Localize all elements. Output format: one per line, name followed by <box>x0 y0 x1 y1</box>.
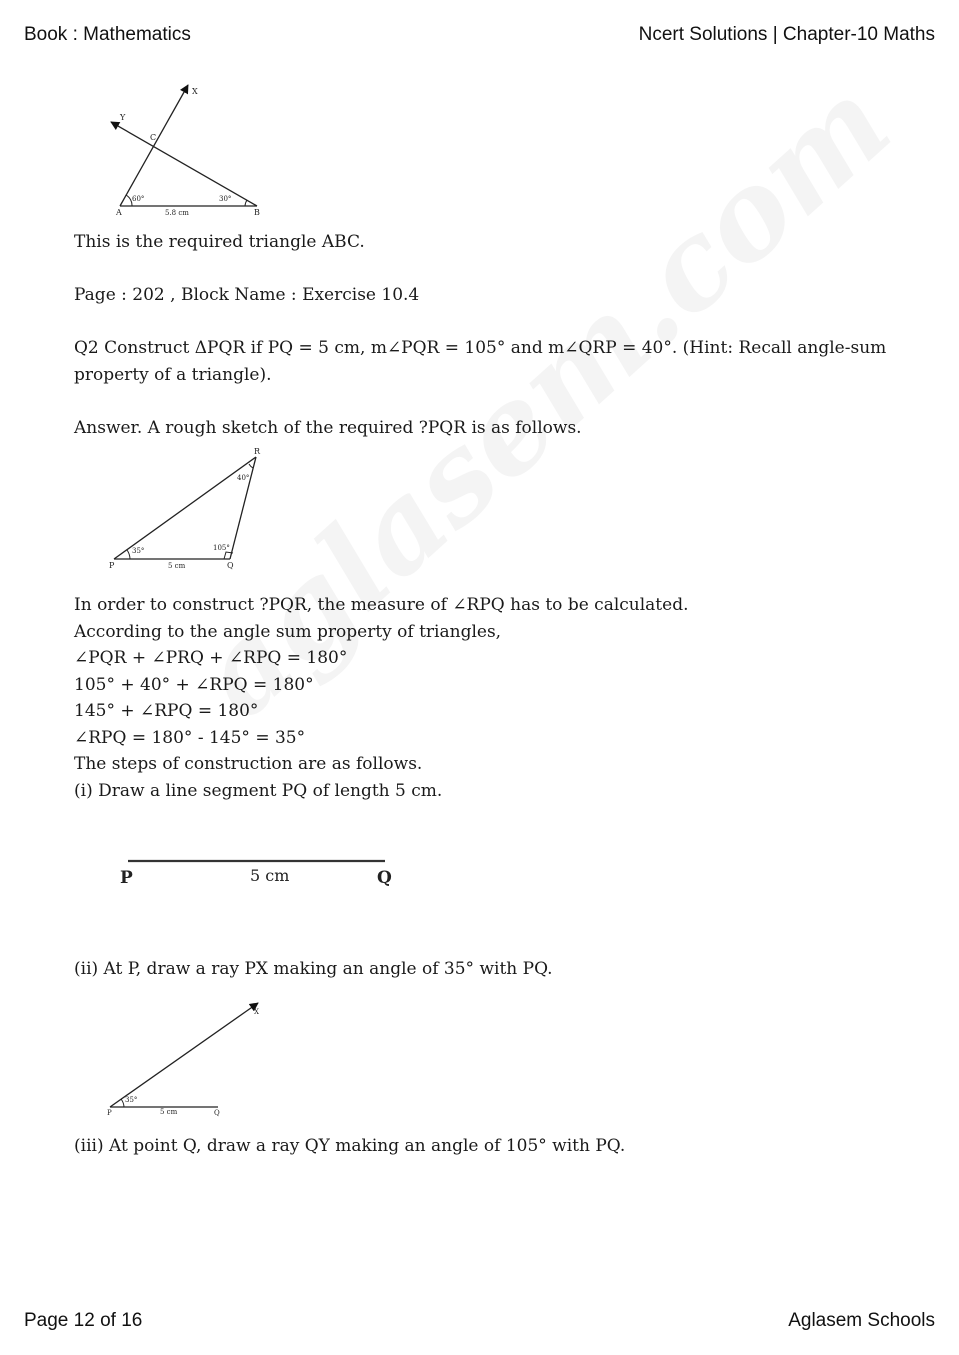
paragraph-page-block: Page : 202 , Block Name : Exercise 10.4 <box>74 285 420 305</box>
length-label: 5.8 cm <box>165 209 189 217</box>
label-q: Q <box>377 868 392 888</box>
footer-publisher: Aglasem Schools <box>788 1310 935 1331</box>
angle-b-label: 30° <box>219 195 232 203</box>
angle-q-label: 105° <box>213 544 230 552</box>
label-r: R <box>254 447 261 456</box>
header-book-title: Book : Mathematics <box>24 24 191 45</box>
paragraph-answer: Answer. A rough sketch of the required ?PQR is as follows. <box>74 418 582 438</box>
working-line: 145° + ∠RPQ = 180° <box>74 701 259 721</box>
working-line: In order to construct ?PQR, the measure of ∠RPQ has to be calculated. <box>74 595 689 615</box>
working-line: ∠PQR + ∠PRQ + ∠RPQ = 180° <box>74 648 348 668</box>
side-pr <box>114 457 256 559</box>
step-ii: (ii) At P, draw a ray PX making an angle of 35° with PQ. <box>74 959 553 979</box>
ray-px <box>110 1003 258 1107</box>
length-label: 5 cm <box>160 1108 178 1116</box>
working-lines <box>74 592 894 804</box>
working-line: ∠RPQ = 180° - 145° = 35° <box>74 727 306 748</box>
working-line: (i) Draw a line segment PQ of length 5 cm. <box>74 780 443 801</box>
label-c: C <box>150 133 157 142</box>
angle-p-label: 35° <box>132 547 145 555</box>
label-x: X <box>192 87 198 96</box>
label-p: P <box>109 561 115 570</box>
label-q: Q <box>227 561 234 570</box>
figure-segment-pq <box>110 845 410 895</box>
paragraph-required-triangle: This is the required triangle ABC. <box>74 232 365 252</box>
label-y: Y <box>120 113 126 122</box>
angle-r-label: 40° <box>237 474 250 482</box>
angle-p-label: 35° <box>125 1096 138 1104</box>
working-line: According to the angle sum property of triangles, <box>74 621 502 642</box>
figure-triangle-abc <box>100 80 280 220</box>
figure-rough-sketch-pqr <box>100 443 280 578</box>
label-b: B <box>254 208 260 217</box>
label-x: X <box>254 1008 259 1016</box>
header-chapter-title: Ncert Solutions | Chapter-10 Maths <box>638 24 935 45</box>
label-q: Q <box>214 1109 220 1117</box>
ray-ax <box>120 85 188 206</box>
label-a: A <box>116 208 122 217</box>
ray-by <box>111 122 257 206</box>
step-iii: (iii) At point Q, draw a ray QY making an angle of 105° with PQ. <box>74 1136 626 1156</box>
question-q2: Q2 Construct ΔPQR if PQ = 5 cm, m∠PQR = 105° and m∠QRP = 40°. (Hint: Recall angle-sum property of a triangle). <box>74 338 887 385</box>
label-p: P <box>107 1109 112 1117</box>
angle-a-label: 60° <box>132 195 145 203</box>
length-label: 5 cm <box>250 866 290 885</box>
length-label: 5 cm <box>168 562 186 570</box>
working-line: The steps of construction are as follows. <box>74 754 423 774</box>
footer-page-number: Page 12 of 16 <box>24 1310 143 1331</box>
label-p: P <box>120 868 133 888</box>
working-line: 105° + 40° + ∠RPQ = 180° <box>74 674 314 695</box>
figure-ray-px <box>100 995 280 1120</box>
